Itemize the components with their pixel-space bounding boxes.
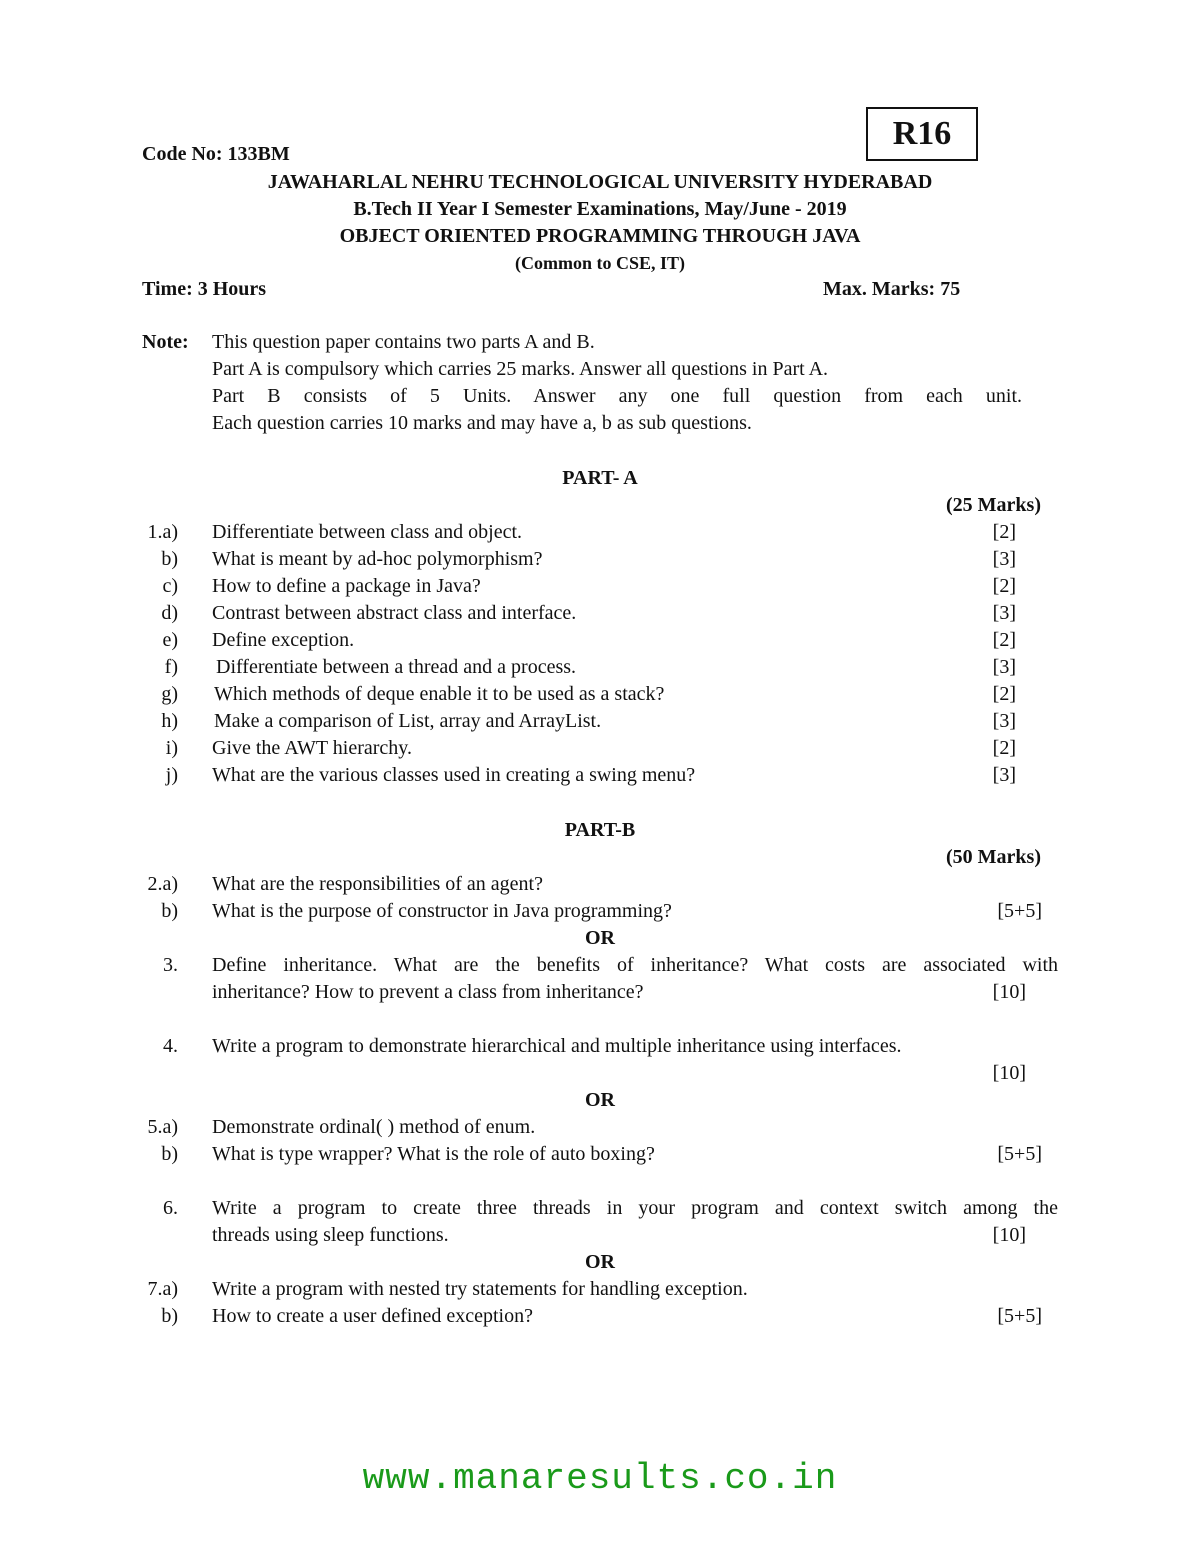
code-number: Code No: 133BM <box>142 143 290 165</box>
part-b-title: PART-B <box>564 819 636 841</box>
question-text: Define exception. <box>212 629 355 651</box>
question-number: b) <box>161 1305 178 1327</box>
question-mark: [5+5] <box>997 900 1042 922</box>
question-mark: [3] <box>992 548 1016 570</box>
question-number: 6. <box>163 1197 178 1219</box>
question-text: Make a comparison of List, array and ArrayList. <box>214 710 602 732</box>
question-number: 5.a) <box>147 1116 178 1138</box>
question-number: f) <box>164 656 178 678</box>
exam-title: B.Tech II Year I Semester Examinations, May/June - 2019 <box>353 198 847 220</box>
question-number: h) <box>161 710 178 732</box>
question-text: Write a program with nested try statements for handling exception. <box>212 1278 748 1300</box>
question-text: Demonstrate ordinal( ) method of enum. <box>212 1116 536 1138</box>
question-text: What is meant by ad-hoc polymorphism? <box>212 548 543 570</box>
question-mark: [5+5] <box>997 1305 1042 1327</box>
question-number: b) <box>161 900 178 922</box>
question-number: j) <box>165 764 178 786</box>
question-mark: [2] <box>992 683 1016 705</box>
note-line: Part A is compulsory which carries 25 marks. Answer all questions in Part A. <box>212 358 829 380</box>
question-text: Define inheritance. What are the benefits of inheritance? What costs are associated with <box>212 954 1058 976</box>
max-marks: Max. Marks: 75 <box>823 278 961 300</box>
question-mark: [5+5] <box>997 1143 1042 1165</box>
question-mark: [2] <box>992 629 1016 651</box>
note-label: Note: <box>142 331 189 353</box>
university-name: JAWAHARLAL NEHRU TECHNOLOGICAL UNIVERSITY HYDERABAD <box>267 171 933 193</box>
question-mark: [10] <box>992 981 1026 1003</box>
question-mark: [2] <box>992 521 1016 543</box>
question-mark: [3] <box>992 602 1016 624</box>
question-text: What is type wrapper? What is the role of auto boxing? <box>212 1143 655 1165</box>
question-number: c) <box>162 575 178 597</box>
question-text: What is the purpose of constructor in Java programming? <box>212 900 672 922</box>
subject-title: OBJECT ORIENTED PROGRAMMING THROUGH JAVA <box>339 225 861 247</box>
note-line: This question paper contains two parts A and B. <box>212 331 595 353</box>
question-number: b) <box>161 548 178 570</box>
question-number: 7.a) <box>147 1278 178 1300</box>
question-text: inheritance? How to prevent a class from inheritance? <box>212 981 644 1003</box>
question-number: d) <box>161 602 178 624</box>
question-text: What are the various classes used in creating a swing menu? <box>212 764 696 786</box>
common-to: (Common to CSE, IT) <box>514 253 685 273</box>
note-line: Each question carries 10 marks and may have a, b as sub questions. <box>212 412 752 434</box>
question-text: What are the responsibilities of an agent? <box>212 873 543 895</box>
question-number: 4. <box>163 1035 178 1057</box>
question-mark: [3] <box>992 710 1016 732</box>
question-mark: [10] <box>992 1062 1026 1084</box>
question-mark: [3] <box>992 764 1016 786</box>
question-number: g) <box>161 683 178 705</box>
question-text: How to create a user defined exception? <box>212 1305 533 1327</box>
regulation-box: R16 <box>866 107 978 161</box>
question-text: Give the AWT hierarchy. <box>212 737 412 759</box>
or-divider: OR <box>585 927 615 949</box>
note-line: Part B consists of 5 Units. Answer any one full question from each unit. <box>212 385 1022 407</box>
question-text: threads using sleep functions. <box>212 1224 449 1246</box>
question-text: Write a program to demonstrate hierarchical and multiple inheritance using interfaces. <box>212 1035 902 1057</box>
or-divider: OR <box>585 1089 615 1111</box>
question-number: e) <box>162 629 178 651</box>
question-text: How to define a package in Java? <box>212 575 481 597</box>
footer-website: www.manaresults.co.in <box>362 1458 838 1499</box>
question-text: Differentiate between class and object. <box>212 521 523 543</box>
question-text: Which methods of deque enable it to be used as a stack? <box>214 683 665 705</box>
question-number: 2.a) <box>147 873 178 895</box>
part-a-marks: (25 Marks) <box>946 494 1041 516</box>
question-number: 3. <box>163 954 178 976</box>
question-number: i) <box>165 737 178 759</box>
question-number: 1.a) <box>147 521 178 543</box>
question-text: Write a program to create three threads in your program and context switch among the <box>212 1197 1058 1219</box>
or-divider: OR <box>585 1251 615 1273</box>
part-b-marks: (50 Marks) <box>946 846 1041 868</box>
question-number: b) <box>161 1143 178 1165</box>
question-text: Contrast between abstract class and interface. <box>212 602 577 624</box>
part-a-title: PART- A <box>562 467 638 489</box>
exam-time: Time: 3 Hours <box>142 278 267 300</box>
question-mark: [2] <box>992 575 1016 597</box>
question-mark: [3] <box>992 656 1016 678</box>
question-mark: [2] <box>992 737 1016 759</box>
question-mark: [10] <box>992 1224 1026 1246</box>
question-text: Differentiate between a thread and a process. <box>216 656 577 678</box>
